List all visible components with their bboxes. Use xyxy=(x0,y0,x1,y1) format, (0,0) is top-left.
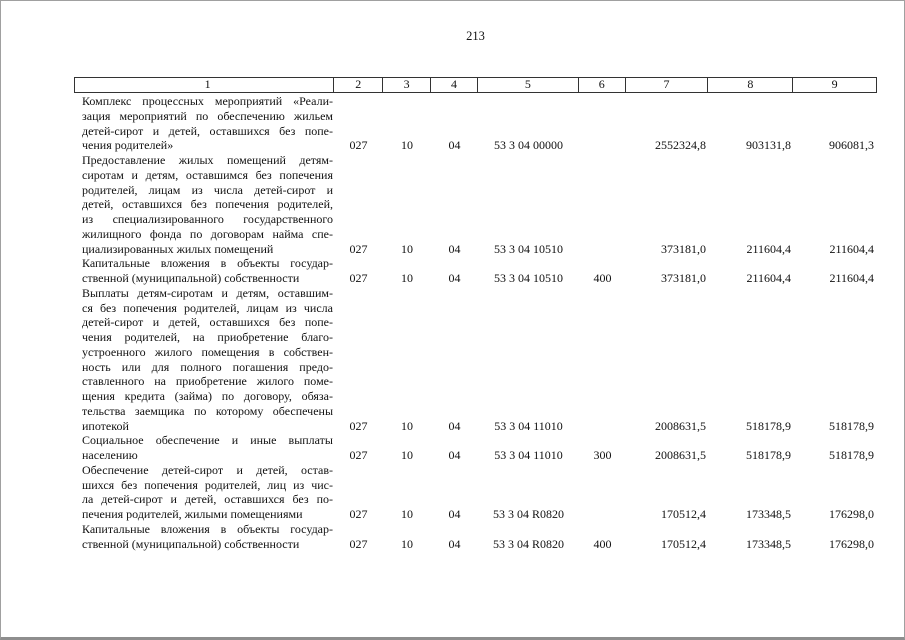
cell-c7: 170512,4 xyxy=(661,507,706,521)
cell-c5: 53 3 04 00000 xyxy=(494,138,563,153)
row-title-line: шихся без попечения родителей, лиц из чис- xyxy=(82,477,333,492)
row-title-line: Капитальные вложения в объекты государ- xyxy=(82,256,333,271)
table-row xyxy=(74,286,877,434)
table-row xyxy=(74,256,877,286)
row-title-line: зация мероприятий по обеспечению жильем xyxy=(82,108,333,123)
cell-c6: 300 xyxy=(593,448,612,462)
cell-c3: 10 xyxy=(401,418,413,433)
row-title-line: Комплекс процессных мероприятий «Реали- xyxy=(82,94,333,108)
cell-c4: 04 xyxy=(448,448,461,462)
row-title-line: ственной (муниципальной) собственности xyxy=(82,536,300,551)
cell-c7: 373181,0 xyxy=(661,271,706,285)
cell-c4: 04 xyxy=(448,271,461,285)
cell-c4: 04 xyxy=(448,138,461,153)
header-cell-7: 7 xyxy=(626,78,709,92)
row-title-cell xyxy=(74,153,334,256)
header-cell-9: 9 xyxy=(831,77,838,91)
cell-c9: 176298,0 xyxy=(829,507,874,521)
page-number: 213 xyxy=(466,29,485,43)
cell-c9: 176298,0 xyxy=(829,536,874,551)
cell-c4: 04 xyxy=(448,241,461,256)
cell-c5: 53 3 04 R0820 xyxy=(492,536,564,551)
row-title-line: ся без попечения родителей, лицам из числа xyxy=(82,300,333,315)
table-row xyxy=(74,94,877,153)
row-title-line: ность или для полного погашения предо- xyxy=(82,359,333,374)
row-title-line: щения кредита (займа) по договору, обяза- xyxy=(82,389,333,403)
cell-c8: 211604,4 xyxy=(746,241,791,256)
header-cell-5: 5 xyxy=(478,78,579,92)
cell-c5: 53 3 04 R0820 xyxy=(492,507,564,521)
row-title-line: детей-сирот и детей, оставшихся без попе- xyxy=(82,123,333,138)
cell-c4: 04 xyxy=(448,507,461,521)
row-title-cell xyxy=(74,463,334,522)
row-title-line: тельства заемщика по которому обеспечены xyxy=(82,403,333,418)
cell-c2: 027 xyxy=(349,418,368,433)
cell-c2: 027 xyxy=(349,448,368,462)
cell-c6 xyxy=(579,94,626,153)
cell-c6: 400 xyxy=(593,271,612,285)
row-title-line: детей-сирот и детей, оставшихся без попе- xyxy=(82,315,333,330)
cell-c6 xyxy=(579,286,626,434)
cell-c8: 173348,5 xyxy=(746,536,791,551)
cell-c3: 10 xyxy=(401,138,413,153)
cell-c4: 04 xyxy=(448,418,461,433)
cell-c9: 518178,9 xyxy=(829,418,874,433)
cell-c3: 10 xyxy=(401,536,413,551)
cell-c8: 173348,5 xyxy=(746,507,791,521)
cell-c6 xyxy=(579,153,626,256)
row-title-line: жилищного фонда по договорам найма спе- xyxy=(82,226,333,241)
cell-c3: 10 xyxy=(401,241,413,256)
cell-c6 xyxy=(579,463,626,522)
cell-c7: 373181,0 xyxy=(661,241,706,256)
row-title-cell xyxy=(74,256,334,286)
table-row xyxy=(74,153,877,256)
cell-c3: 10 xyxy=(401,507,413,521)
cell-c8: 903131,8 xyxy=(746,138,791,153)
cell-c6: 400 xyxy=(593,536,612,551)
table-row xyxy=(74,433,877,463)
cell-c7: 170512,4 xyxy=(661,536,706,551)
cell-c5: 53 3 04 10510 xyxy=(494,271,563,285)
header-cell-2: 2 xyxy=(334,78,383,92)
cell-c2: 027 xyxy=(349,536,368,551)
row-title-line: ла детей-сирот и детей, оставшихся без по- xyxy=(82,492,333,507)
cell-c2: 027 xyxy=(349,271,368,285)
cell-c8: 518178,9 xyxy=(746,448,791,462)
header-cell-3: 3 xyxy=(383,78,431,92)
row-title-line: населению xyxy=(82,448,138,462)
row-title-line: ипотекой xyxy=(82,418,129,433)
cell-c7: 2008631,5 xyxy=(655,418,706,433)
row-title-cell xyxy=(74,433,334,463)
row-title-line: циализированных жилых помещений xyxy=(82,241,274,256)
table-body xyxy=(74,94,877,551)
cell-c8: 518178,9 xyxy=(746,418,791,433)
row-title-line: устроенного жилого помещения в собствен- xyxy=(82,344,333,359)
cell-c3: 10 xyxy=(401,271,413,285)
cell-c5: 53 3 04 11010 xyxy=(494,418,563,433)
row-title-line: чения родителей, на приобретение благо- xyxy=(82,330,333,344)
table-row xyxy=(74,522,877,552)
row-title-cell xyxy=(74,286,334,434)
cell-c9: 518178,9 xyxy=(829,448,874,462)
row-title-line: Капитальные вложения в объекты государ- xyxy=(82,521,333,536)
header-cell-6: 6 xyxy=(579,78,626,92)
row-title-cell xyxy=(74,522,334,552)
cell-c9: 211604,4 xyxy=(829,271,874,285)
cell-c2: 027 xyxy=(349,507,368,521)
row-title-line: Социальное обеспечение и иные выплаты xyxy=(82,433,333,448)
row-title-line: Обеспечение детей-сирот и детей, остав- xyxy=(82,462,333,477)
cell-c8: 211604,4 xyxy=(746,271,791,285)
row-title-cell xyxy=(74,94,334,153)
cell-c3: 10 xyxy=(401,448,413,462)
cell-c9: 211604,4 xyxy=(829,241,874,256)
row-title-line: детей, оставшихся без попечения родителей, xyxy=(82,197,333,212)
cell-c4: 04 xyxy=(448,536,461,551)
row-title-line: Выплаты детям-сиротам и детям, оставшим- xyxy=(82,285,333,300)
row-title-line: ственной (муниципальной) собственности xyxy=(82,271,300,285)
cell-c7: 2008631,5 xyxy=(655,448,706,462)
cell-c9: 906081,3 xyxy=(829,138,874,153)
cell-c2: 027 xyxy=(349,241,368,256)
row-title-line: родителей, лицам из числа детей-сирот и xyxy=(82,182,333,197)
row-title-line: чения родителей» xyxy=(82,138,174,153)
row-title-line: Предоставление жилых помещений детям- xyxy=(82,153,333,167)
budget-table xyxy=(74,77,877,551)
table-row xyxy=(74,463,877,522)
row-title-line: печения родителей, жилыми помещениями xyxy=(82,507,303,521)
header-cell-1: 1 xyxy=(75,78,334,92)
header-cell-4: 4 xyxy=(431,78,478,92)
row-title-line: из специализированного государственного xyxy=(82,212,333,226)
cell-c5: 53 3 04 11010 xyxy=(494,448,563,462)
cell-c7: 2552324,8 xyxy=(655,138,706,153)
cell-c2: 027 xyxy=(349,138,368,153)
header-cell-8: 8 xyxy=(708,78,793,92)
table-header-row xyxy=(74,77,877,93)
row-title-line: сиротам и детям, оставшимся без попечения xyxy=(82,167,333,182)
cell-c5: 53 3 04 10510 xyxy=(494,241,563,256)
row-title-line: ставленного на приобретение жилого поме- xyxy=(82,374,333,389)
